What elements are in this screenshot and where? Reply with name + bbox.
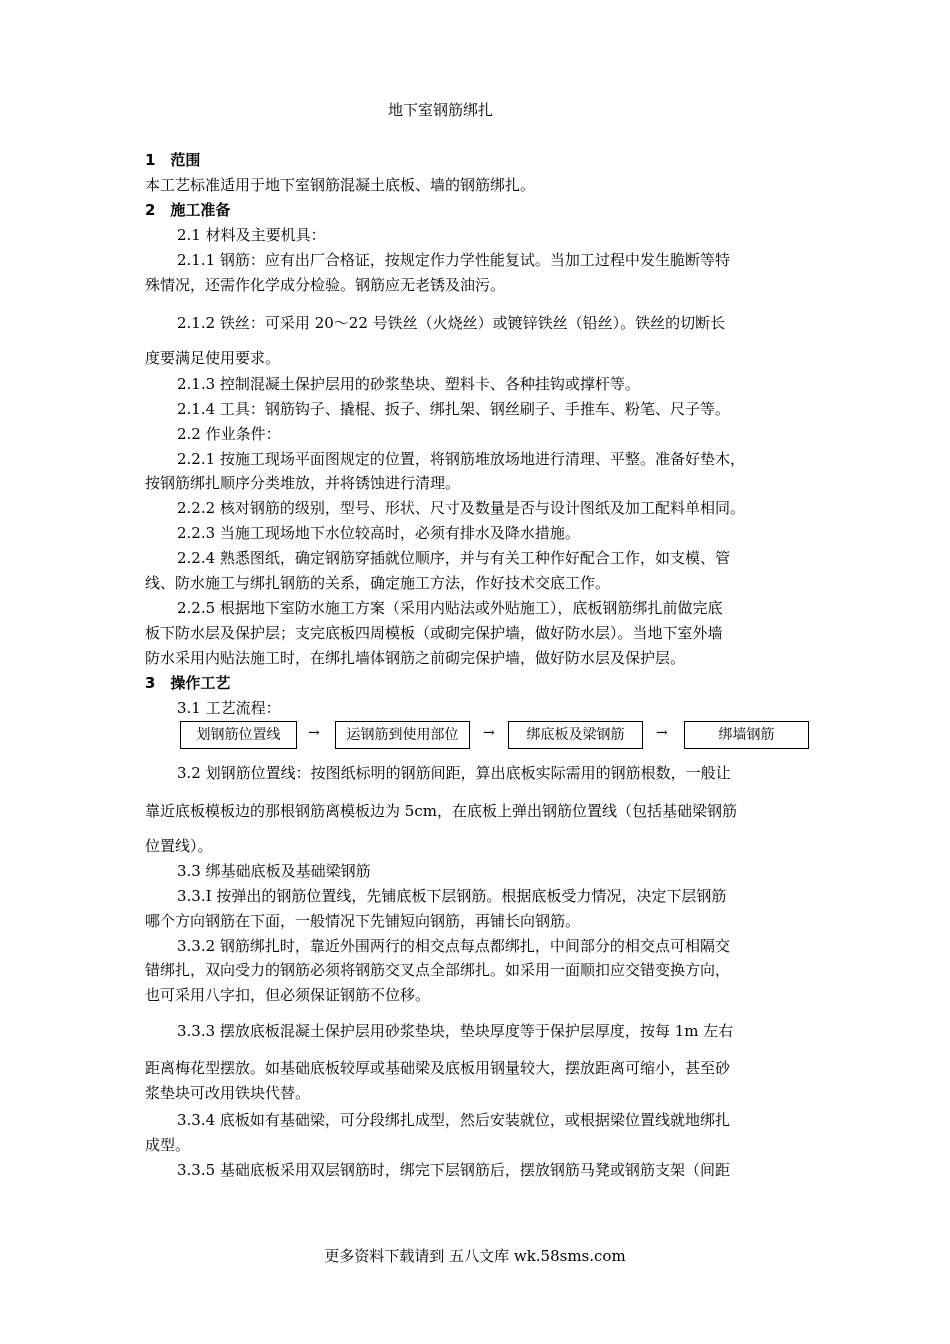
paragraph-line: 本工艺标准适用于地下室钢筋混凝土底板、墙的钢筋绑扎。 xyxy=(145,176,536,194)
section-heading: 2 施工准备 xyxy=(145,201,231,219)
paragraph-line: 2.1.4 工具：钢筋钩子、撬棍、扳子、绑扎架、钢丝刷子、手推车、粉笔、尺子等。 xyxy=(177,400,730,418)
paragraph-line: 殊情况，还需作化学成分检验。钢筋应无老锈及油污。 xyxy=(145,276,506,294)
paragraph-line: 2.2 作业条件： xyxy=(177,425,281,443)
paragraph-line: 2.2.4 熟悉图纸，确定钢筋穿插就位顺序，并与有关工种作好配合工作，如支模、管 xyxy=(177,549,730,567)
paragraph-line: 3.3 绑基础底板及基础梁钢筋 xyxy=(177,862,371,880)
arrow-right-icon: → xyxy=(656,725,668,741)
paragraph-line: 板下防水层及保护层；支完底板四周模板（或砌完保护墙，做好防水层）。当地下室外墙 xyxy=(145,624,723,642)
paragraph-line: 哪个方向钢筋在下面，一般情况下先铺短向钢筋，再铺长向钢筋。 xyxy=(145,912,581,930)
paragraph-line: 位置线）。 xyxy=(145,837,213,855)
paragraph-line: 距离梅花型摆放。如基础底板较厚或基础梁及底板用钢量较大，摆放距离可缩小，甚至砂 xyxy=(145,1059,731,1077)
paragraph-line: 3.1 工艺流程： xyxy=(177,699,281,717)
paragraph-line: 错绑扎，双向受力的钢筋必须将钢筋交叉点全部绑扎。如采用一面顺扣应交错变换方向， xyxy=(145,961,731,979)
paragraph-line: 2.2.1 按施工现场平面图规定的位置，将钢筋堆放场地进行清理、平整。准备好垫木， xyxy=(177,450,745,468)
paragraph-line: 2.1 材料及主要机具： xyxy=(177,226,326,244)
flow-step-box: 划钢筋位置线 xyxy=(180,721,297,749)
section-heading: 1 范围 xyxy=(145,151,201,169)
paragraph-line: 浆垫块可改用铁块代替。 xyxy=(145,1084,311,1102)
paragraph-line: 靠近底板模板边的那根钢筋离模板边为 5cm，在底板上弹出钢筋位置线（包括基础梁钢筋 xyxy=(145,802,737,820)
arrow-right-icon: → xyxy=(483,725,495,741)
paragraph-line: 防水采用内贴法施工时，在绑扎墙体钢筋之前砌完保护墙，做好防水层及保护层。 xyxy=(145,649,686,667)
paragraph-line: 度要满足使用要求。 xyxy=(145,349,281,367)
paragraph-line: 3.3.4 底板如有基础梁，可分段绑扎成型，然后安装就位，或根据梁位置线就地绑扎 xyxy=(177,1111,730,1129)
paragraph-line: 2.2.2 核对钢筋的级别，型号、形状、尺寸及数量是否与设计图纸及加工配料单相同。 xyxy=(177,499,745,517)
flow-step-box: 运钢筋到使用部位 xyxy=(335,721,470,749)
paragraph-line: 3.3.5 基础底板采用双层钢筋时，绑完下层钢筋后，摆放钢筋马凳或钢筋支架（间距 xyxy=(177,1161,730,1179)
paragraph-line: 2.1.3 控制混凝土保护层用的砂浆垫块、塑料卡、各种挂钩或撑杆等。 xyxy=(177,375,640,393)
paragraph-line: 3.3.3 摆放底板混凝土保护层用砂浆垫块，垫块厚度等于保护层厚度，按每 1m 左右 xyxy=(177,1022,734,1040)
paragraph-line: 线、防水施工与绑扎钢筋的关系，确定施工方法，作好技术交底工作。 xyxy=(145,574,611,592)
paragraph-line: 成型。 xyxy=(145,1136,191,1154)
arrow-right-icon: → xyxy=(308,725,320,741)
paragraph-line: 2.2.3 当施工现场地下水位较高时，必须有排水及降水措施。 xyxy=(177,524,580,542)
paragraph-line: 也可采用八字扣，但必须保证钢筋不位移。 xyxy=(145,986,431,1004)
paragraph-line: 3.3.Ⅰ 按弹出的钢筋位置线，先铺底板下层钢筋。根据底板受力情况，决定下层钢筋 xyxy=(177,887,727,905)
paragraph-line: 2.1.1 钢筋：应有出厂合格证，按规定作力学性能复试。当加工过程中发生脆断等特 xyxy=(177,251,730,269)
paragraph-line: 3.2 划钢筋位置线：按图纸标明的钢筋间距，算出底板实际需用的钢筋根数，一般让 xyxy=(177,764,731,782)
paragraph-line: 2.1.2 铁丝：可采用 20～22 号铁丝（火烧丝）或镀锌铁丝（铅丝）。铁丝的切断长 xyxy=(177,314,726,332)
section-heading: 3 操作工艺 xyxy=(145,674,231,692)
page-footer: 更多资料下载请到 五八文库 wk.58sms.com xyxy=(324,1247,626,1265)
process-flow-diagram xyxy=(180,721,810,749)
flow-step-box: 绑墙钢筋 xyxy=(684,721,809,749)
paragraph-line: 按钢筋绑扎顺序分类堆放，并将锈蚀进行清理。 xyxy=(145,474,461,492)
page-title: 地下室钢筋绑扎 xyxy=(388,101,494,119)
paragraph-line: 2.2.5 根据地下室防水施工方案（采用内贴法或外贴施工），底板钢筋绑扎前做完底 xyxy=(177,599,723,617)
flow-step-box: 绑底板及梁钢筋 xyxy=(508,721,643,749)
paragraph-line: 3.3.2 钢筋绑扎时，靠近外围两行的相交点每点都绑扎，中间部分的相交点可相隔交 xyxy=(177,937,730,955)
